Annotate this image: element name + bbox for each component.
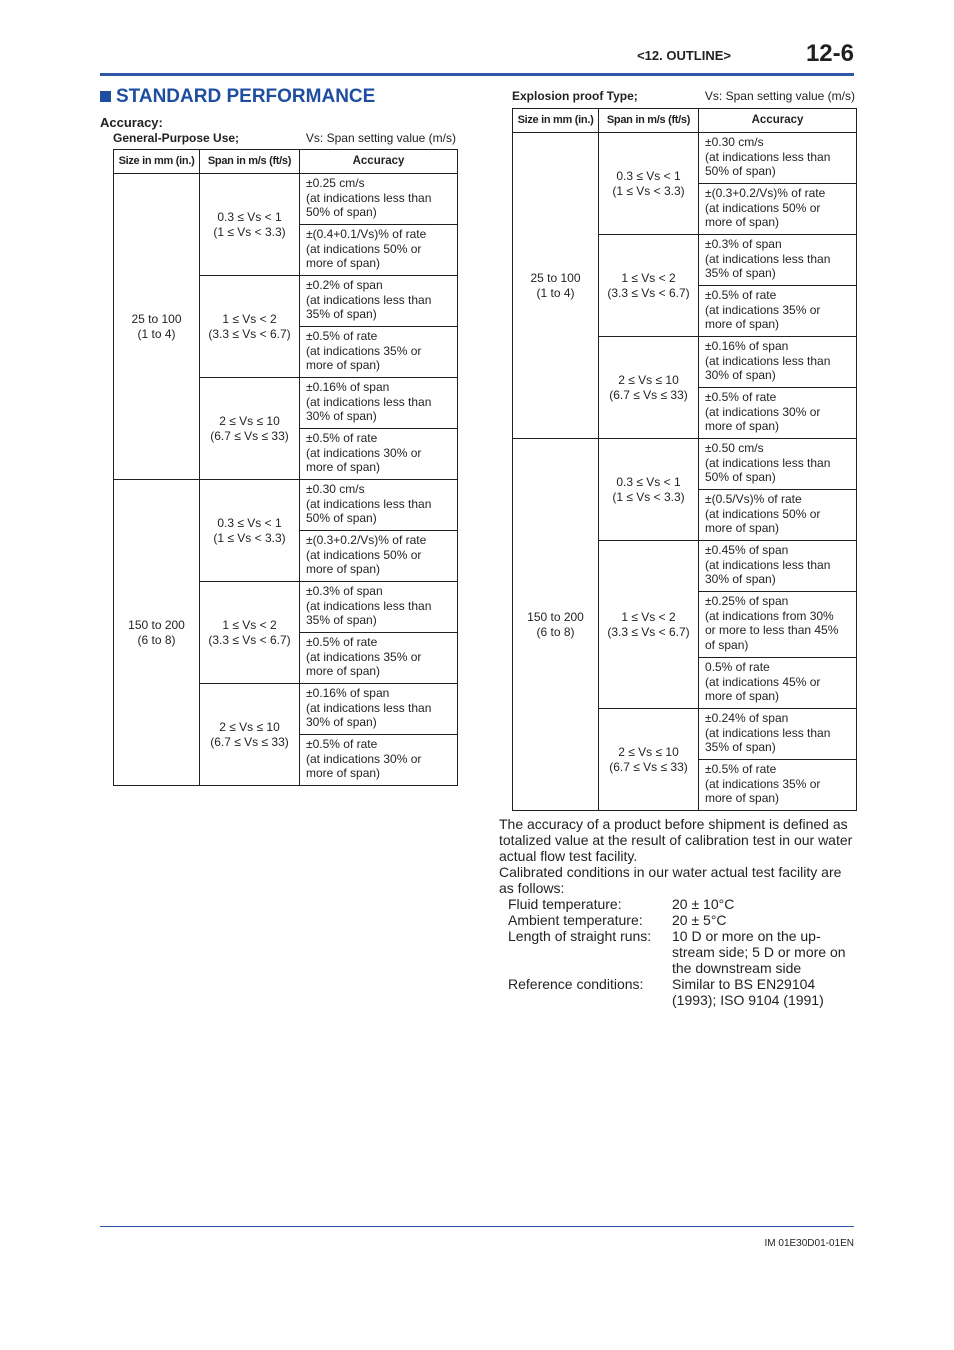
calibration-conditions	[499, 896, 859, 1008]
accuracy-cell	[300, 225, 458, 276]
accuracy-value: ±0.5% of rate (at indications 35% or more of span)	[705, 762, 821, 805]
section-title-text: STANDARD PERFORMANCE	[116, 86, 376, 107]
span-value: 0.3 ≤ Vs < 1 (1 ≤ Vs < 3.3)	[612, 475, 685, 504]
accuracy-cell	[699, 439, 857, 490]
condition-row	[499, 928, 859, 976]
accuracy-value: ±0.5% of rate (at indications 30% or more of span)	[705, 390, 821, 433]
span-column-header: Span in m/s (ft/s)	[200, 150, 300, 174]
accuracy-cell	[699, 235, 857, 286]
accuracy-cell	[300, 531, 458, 582]
accuracy-value: 0.5% of rate (at indications 45% or more of span)	[705, 660, 821, 703]
span-value: 2 ≤ Vs ≤ 10 (6.7 ≤ Vs ≤ 33)	[609, 745, 688, 774]
general-purpose-vs-note: Vs: Span setting value (m/s)	[305, 131, 456, 145]
condition-label: Reference conditions:	[508, 976, 644, 992]
accuracy-value: ±0.5% of rate (at indications 30% or more of span)	[306, 737, 422, 780]
accuracy-column-header: Accuracy	[699, 109, 857, 133]
accuracy-cell	[300, 480, 458, 531]
accuracy-label: Accuracy:	[100, 115, 163, 130]
header-rule	[100, 73, 854, 76]
square-bullet-icon	[100, 91, 111, 102]
accuracy-cell	[699, 709, 857, 760]
document-code: IM 01E30D01-01EN	[764, 1238, 854, 1249]
accuracy-value: ±0.25 cm/s (at indications less than 50% of span)	[306, 176, 432, 219]
span-cell	[599, 439, 699, 541]
accuracy-cell	[699, 337, 857, 388]
span-cell	[599, 541, 699, 709]
accuracy-cell	[699, 592, 857, 658]
accuracy-value: ±0.30 cm/s (at indications less than 50% of span)	[705, 135, 831, 178]
accuracy-cell	[300, 735, 458, 786]
size-value: 150 to 200 (6 to 8)	[527, 610, 584, 639]
general-purpose-accuracy-table	[113, 149, 458, 786]
span-cell	[200, 684, 300, 786]
calibration-notes	[499, 816, 859, 1008]
accuracy-value: ±(0.4+0.1/Vs)% of rate (at indications 50% or more of span)	[306, 227, 427, 270]
size-cell	[114, 480, 200, 786]
table-row	[513, 439, 857, 490]
span-value: 2 ≤ Vs ≤ 10 (6.7 ≤ Vs ≤ 33)	[210, 414, 289, 443]
accuracy-value: ±0.3% of span (at indications less than 35% of span)	[306, 584, 432, 627]
accuracy-value: ±0.25% of span (at indications from 30% or more to less than 45% of span)	[705, 594, 839, 652]
condition-label: Ambient temperature:	[508, 912, 643, 928]
accuracy-value: ±0.5% of rate (at indications 35% or more of span)	[306, 635, 422, 678]
accuracy-value: ±(0.3+0.2/Vs)% of rate (at indications 50% or more of span)	[306, 533, 427, 576]
span-cell	[200, 378, 300, 480]
condition-value: 10 D or more on the up- stream side; 5 D or more on the downstream side	[672, 928, 846, 976]
explosion-proof-vs-note: Vs: Span setting value (m/s)	[704, 89, 855, 103]
accuracy-value: ±0.5% of rate (at indications 30% or more of span)	[306, 431, 422, 474]
accuracy-value: ±(0.5/Vs)% of rate (at indications 50% or more of span)	[705, 492, 821, 535]
condition-value: 20 ± 5°C	[672, 912, 727, 928]
size-cell	[513, 439, 599, 811]
explosion-proof-accuracy-table	[512, 108, 857, 811]
condition-value: Similar to BS EN29104 (1993); ISO 9104 (1991)	[672, 976, 824, 1008]
span-value: 2 ≤ Vs ≤ 10 (6.7 ≤ Vs ≤ 33)	[210, 720, 289, 749]
accuracy-cell	[300, 429, 458, 480]
span-value: 0.3 ≤ Vs < 1 (1 ≤ Vs < 3.3)	[213, 210, 286, 239]
explosion-proof-caption: Explosion proof Type;	[512, 89, 638, 103]
accuracy-value: ±0.16% of span (at indications less than 30% of span)	[306, 686, 432, 729]
general-purpose-caption: General-Purpose Use;	[113, 131, 240, 145]
footer-rule	[100, 1226, 854, 1227]
note-paragraph: Calibrated conditions in our water actual test facility are as follows:	[499, 864, 842, 896]
accuracy-cell	[699, 388, 857, 439]
span-cell	[599, 235, 699, 337]
accuracy-value: ±0.16% of span (at indications less than 30% of span)	[705, 339, 831, 382]
size-cell	[513, 133, 599, 439]
accuracy-cell	[300, 174, 458, 225]
accuracy-value: ±0.24% of span (at indications less than 35% of span)	[705, 711, 831, 754]
condition-label: Length of straight runs:	[508, 928, 652, 944]
size-cell	[114, 174, 200, 480]
accuracy-cell	[699, 286, 857, 337]
accuracy-value: ±0.5% of rate (at indications 35% or more of span)	[306, 329, 422, 372]
table-row	[114, 174, 458, 225]
condition-value: 20 ± 10°C	[672, 896, 735, 912]
span-value: 1 ≤ Vs < 2 (3.3 ≤ Vs < 6.7)	[208, 618, 291, 647]
note-paragraph: The accuracy of a product before shipment is defined as totalized value at the result of calibration test in our water actual flow test facility.	[499, 816, 853, 864]
accuracy-cell	[699, 133, 857, 184]
chapter-header: <12. OUTLINE>	[637, 48, 731, 63]
accuracy-value: ±0.30 cm/s (at indications less than 50% of span)	[306, 482, 432, 525]
table-header-row	[114, 150, 458, 174]
span-cell	[200, 174, 300, 276]
accuracy-cell	[699, 658, 857, 709]
table-header-row	[513, 109, 857, 133]
size-value: 25 to 100 (1 to 4)	[530, 271, 581, 300]
section-title	[100, 86, 375, 108]
span-cell	[200, 582, 300, 684]
accuracy-value: ±0.3% of span (at indications less than 35% of span)	[705, 237, 831, 280]
span-value: 1 ≤ Vs < 2 (3.3 ≤ Vs < 6.7)	[607, 610, 690, 639]
accuracy-value: ±0.5% of rate (at indications 35% or more of span)	[705, 288, 821, 331]
accuracy-column-header: Accuracy	[300, 150, 458, 174]
condition-row	[499, 976, 859, 1008]
accuracy-value: ±0.45% of span (at indications less than 30% of span)	[705, 543, 831, 586]
size-value: 25 to 100 (1 to 4)	[131, 312, 182, 341]
span-column-header: Span in m/s (ft/s)	[599, 109, 699, 133]
accuracy-cell	[699, 490, 857, 541]
accuracy-cell	[300, 684, 458, 735]
span-value: 2 ≤ Vs ≤ 10 (6.7 ≤ Vs ≤ 33)	[609, 373, 688, 402]
accuracy-cell	[300, 327, 458, 378]
table-row	[513, 133, 857, 184]
condition-row	[499, 912, 859, 928]
accuracy-cell	[300, 633, 458, 684]
accuracy-cell	[300, 582, 458, 633]
span-value: 0.3 ≤ Vs < 1 (1 ≤ Vs < 3.3)	[612, 169, 685, 198]
size-column-header: Size in mm (in.)	[114, 150, 200, 174]
size-value: 150 to 200 (6 to 8)	[128, 618, 185, 647]
accuracy-value: ±0.16% of span (at indications less than 30% of span)	[306, 380, 432, 423]
table-row	[114, 480, 458, 531]
accuracy-cell	[699, 184, 857, 235]
accuracy-value: ±(0.3+0.2/Vs)% of rate (at indications 50% or more of span)	[705, 186, 826, 229]
page-number: 12-6	[805, 40, 854, 67]
accuracy-value: ±0.50 cm/s (at indications less than 50% of span)	[705, 441, 831, 484]
accuracy-cell	[300, 378, 458, 429]
span-cell	[200, 276, 300, 378]
size-column-header: Size in mm (in.)	[513, 109, 599, 133]
span-value: 1 ≤ Vs < 2 (3.3 ≤ Vs < 6.7)	[607, 271, 690, 300]
condition-label: Fluid temperature:	[508, 896, 622, 912]
accuracy-cell	[699, 760, 857, 811]
span-cell	[599, 709, 699, 811]
span-cell	[599, 133, 699, 235]
span-cell	[599, 337, 699, 439]
span-cell	[200, 480, 300, 582]
condition-row	[499, 896, 859, 912]
accuracy-value: ±0.2% of span (at indications less than 35% of span)	[306, 278, 432, 321]
span-value: 1 ≤ Vs < 2 (3.3 ≤ Vs < 6.7)	[208, 312, 291, 341]
accuracy-cell	[699, 541, 857, 592]
span-value: 0.3 ≤ Vs < 1 (1 ≤ Vs < 3.3)	[213, 516, 286, 545]
accuracy-cell	[300, 276, 458, 327]
